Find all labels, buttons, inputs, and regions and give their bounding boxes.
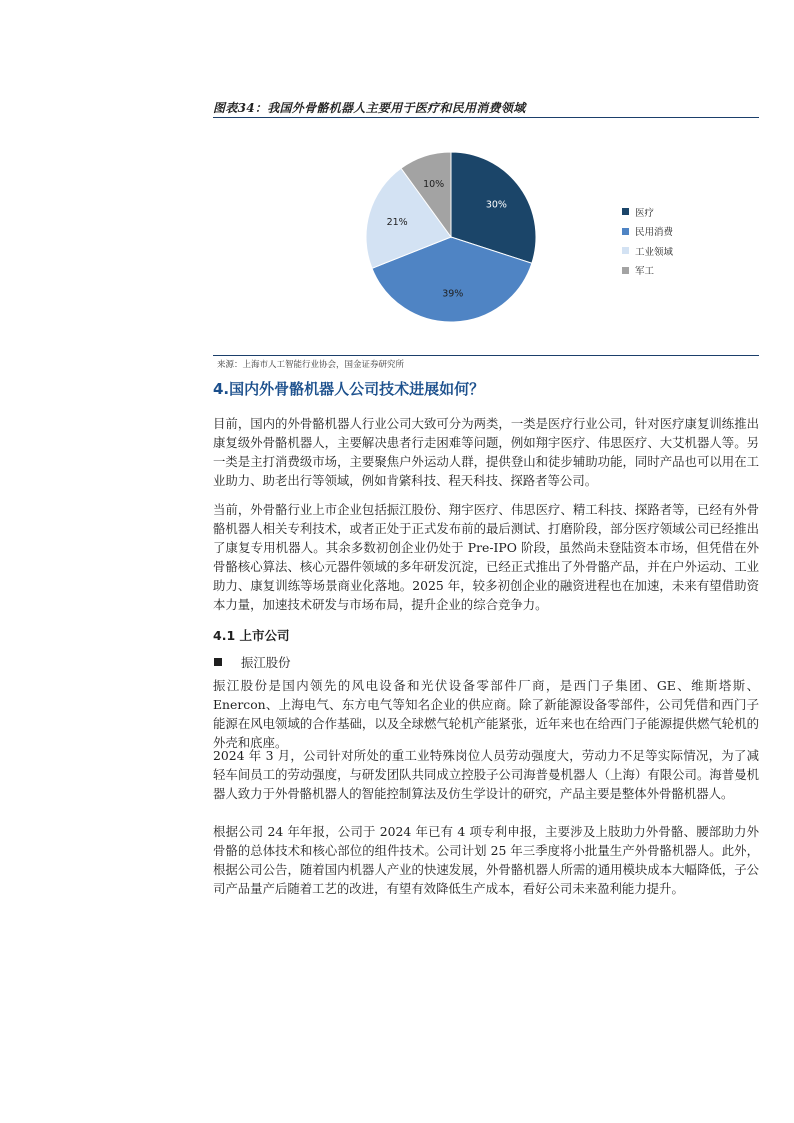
- paragraph-2: 当前，外骨骼行业上市企业包括振江股份、翔宇医疗、伟思医疗、精工科技、探路者等，已经有外骨骼机器人相关专利技术，或者正处于正式发布前的最后测试、打磨阶段，部分医疗领域公司已经推出了康复专用机器人。其余多数初创企业仍处于 Pre-IPO 阶段，虽然尚未登陆资本市场，但凭借在外骨骼核心算法、核心元器件领域的多年研发沉淀，已经正式推出了外骨骼产品，并在户外运动、工业助力、康复训练等场景商业化落地。2025 年，较多初创企业的融资进程也在加速，未来有望借助资本力量，加速技术研发与市场布局，提升企业的综合竞争力。: [213, 502, 759, 612]
- legend-label-3: 军工: [635, 266, 655, 278]
- subsection-title: 4.1 上市公司: [213, 628, 290, 643]
- figure-bottom-rule: [213, 355, 759, 356]
- bullet-label: 振江股份: [241, 654, 291, 670]
- figure-source: 来源：上海市人工智能行业协会，国金证券研究所: [217, 360, 405, 370]
- legend-label-0: 医疗: [635, 207, 655, 219]
- legend-item-1: [622, 222, 752, 242]
- legend-swatch-1: [622, 228, 629, 235]
- paragraph-3: 振江股份是国内领先的风电设备和光伏设备零部件厂商，是西门子集团、GE、维斯塔斯、Enercon、上海电气、东方电气等知名企业的供应商。除了新能源设备零部件，公司凭借和西门子能源在风电领域的合作基础，以及全球燃气轮机产能紧张，近年来也在给西门子能源提供燃气轮机的外壳和底座。: [213, 678, 759, 750]
- legend-item-3: [622, 261, 752, 281]
- pie-label-2: 21%: [386, 216, 408, 228]
- paragraph-4: 2024 年 3 月，公司针对所处的重工业特殊岗位人员劳动强度大，劳动力不足等实际情况，为了减轻车间员工的劳动强度，与研发团队共同成立控股子公司海普曼机器人（上海）有限公司。海普曼机器人致力于外骨骼机器人的智能控制算法及仿生学设计的研究，产品主要是整体外骨骼机器人。: [213, 748, 759, 801]
- paragraph-5: 根据公司 24 年年报，公司于 2024 年已有 4 项专利申报，主要涉及上肢助力外骨骼、腰部助力外骨骼的总体技术和核心部位的组件技术。公司计划 25 年三季度将小批量生产外骨骼机器人。此外，根据公司公告，随着国内机器人产业的快速发展，外骨骼机器人所需的通用模块成本大幅降低，子公司产品量产后随着工艺的改进，有望有效降低生产成本，看好公司未来盈利能力提升。: [213, 824, 759, 896]
- legend-label-1: 民用消费: [635, 227, 674, 239]
- bullet-square-icon: [214, 658, 222, 666]
- pie-label-0: 30%: [485, 199, 507, 211]
- figure-title: 图表34：我国外骨骼机器人主要用于医疗和民用消费领域: [213, 101, 526, 115]
- pie-label-1: 39%: [442, 288, 464, 300]
- legend-swatch-3: [622, 267, 629, 274]
- pie-chart: [213, 120, 759, 354]
- legend-label-2: 工业领域: [635, 246, 674, 258]
- section-title: 4.国内外骨骼机器人公司技术进展如何？: [213, 380, 485, 398]
- bullet-item: [213, 652, 759, 671]
- pie-label-3: 10%: [423, 179, 445, 191]
- figure-top-rule: [213, 117, 759, 118]
- legend-swatch-0: [622, 208, 629, 215]
- chart-legend: [622, 202, 752, 280]
- legend-swatch-2: [622, 247, 629, 254]
- paragraph-1: 目前，国内的外骨骼机器人行业公司大致可分为两类，一类是医疗行业公司，针对医疗康复训练推出康复级外骨骼机器人，主要解决患者行走困难等问题，例如翔宇医疗、伟思医疗、大艾机器人等。另一类是主打消费级市场，主要聚焦户外运动人群，提供登山和徒步辅助功能，同时产品也可以用在工业助力、助老出行等领域，例如肯綮科技、程天科技、探路者等公司。: [213, 416, 759, 488]
- legend-item-2: [622, 241, 752, 261]
- legend-item-0: [622, 202, 752, 222]
